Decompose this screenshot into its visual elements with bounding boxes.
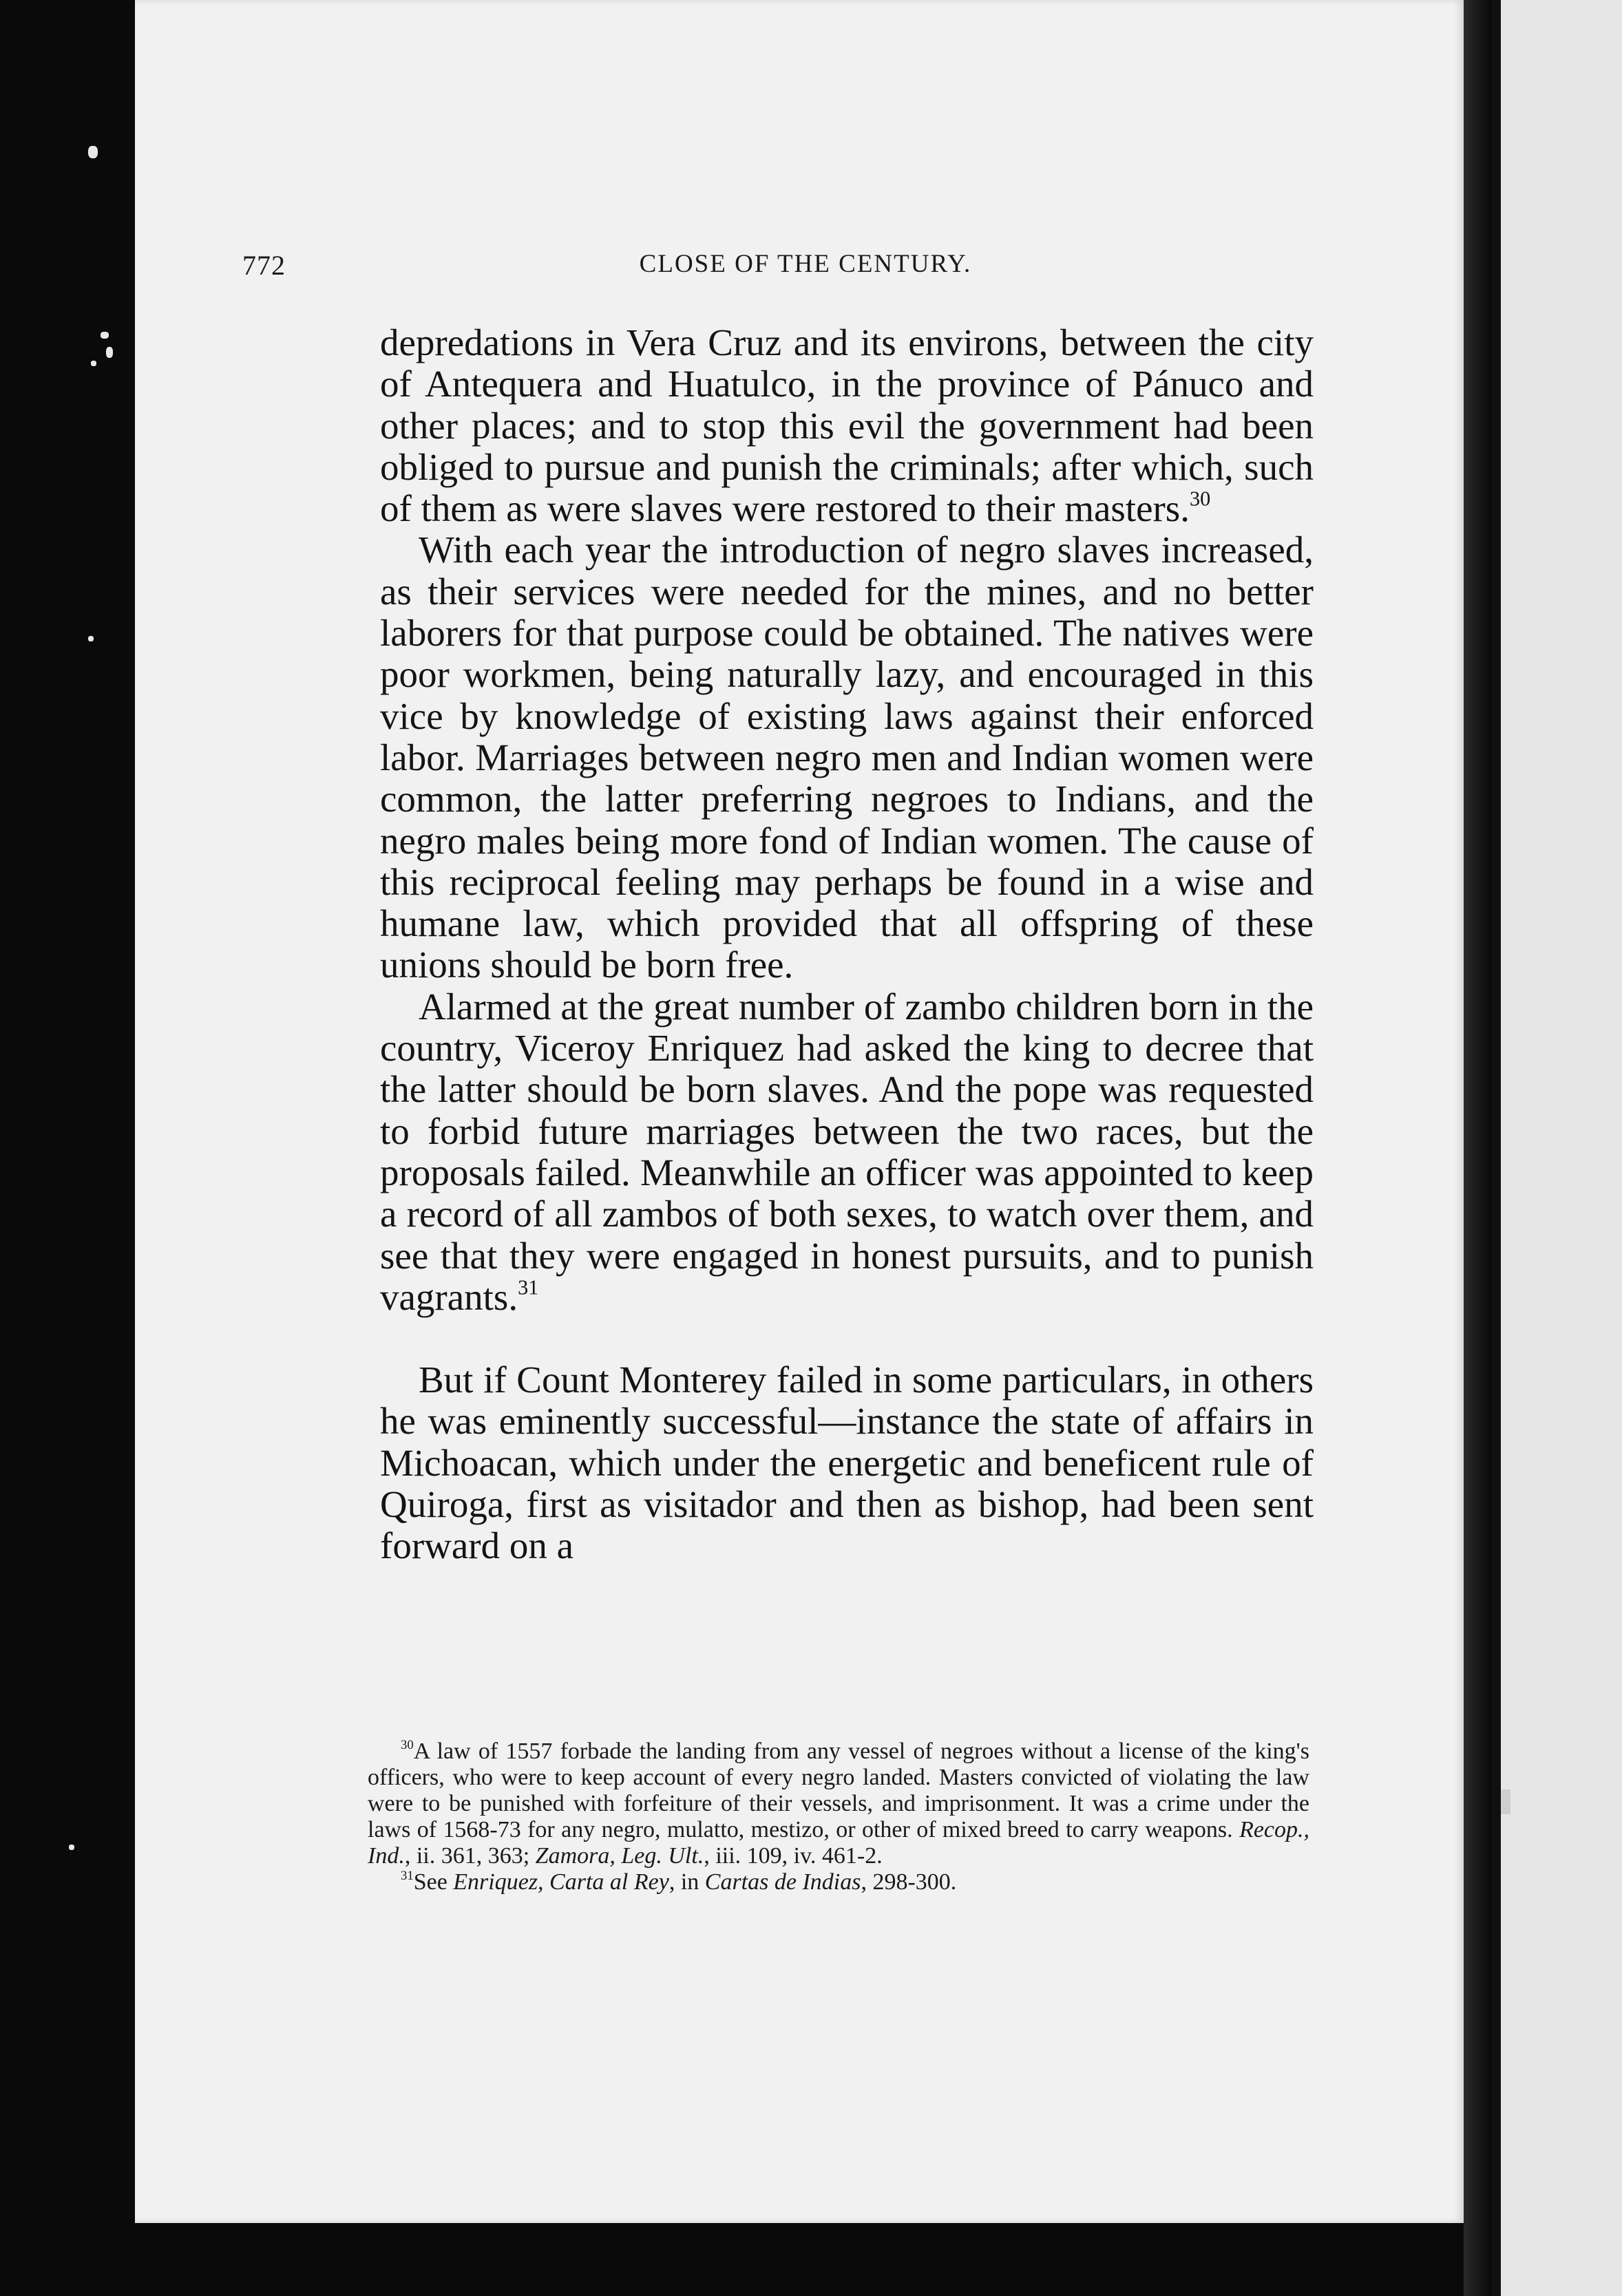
footnote-marker-31: 31 bbox=[401, 1868, 414, 1883]
footnote-31-rest: , 298-300. bbox=[861, 1869, 957, 1895]
footnote-31-lead: See bbox=[413, 1869, 447, 1895]
footnote-30-citation-1-rest: , ii. 361, 363; bbox=[404, 1843, 530, 1869]
scan-speck bbox=[101, 332, 109, 339]
paragraph-1 bbox=[380, 322, 1314, 529]
scan-speck bbox=[88, 636, 94, 641]
footnote-30-citation-2-rest: , iii. 109, iv. 461-2. bbox=[704, 1843, 883, 1869]
paragraph-2-text: With each year the introduction of negro slaves increased, as their services were needed for the mines, and no better laborers for that purpose could be obtained. The natives were poor workmen, being naturally lazy, and encouraged in this vice by knowledge of existing laws against their enforced labor. Marriages between negro men and Indian women were common, the latter preferring negroes to Indians, and the negro males being more fond of Indian women. The cause of this reciprocal feeling may perhaps be found in a wise and humane law, which provided that all offspring of these unions should be born free. bbox=[380, 529, 1314, 986]
body-text bbox=[380, 322, 1314, 1567]
footnotes bbox=[368, 1739, 1309, 1895]
page-number: 772 bbox=[242, 250, 286, 281]
footnote-30-citation-1: Recop., Ind. bbox=[368, 1817, 1310, 1869]
footnote-ref-31: 31 bbox=[518, 1275, 539, 1299]
footnote-31-citation-1: Enriquez, Carta al Rey bbox=[453, 1869, 669, 1895]
footnote-30-citation-2: Zamora, Leg. Ult. bbox=[535, 1843, 704, 1869]
scan-speck bbox=[88, 146, 98, 158]
footnote-31 bbox=[368, 1869, 1309, 1895]
footnote-30 bbox=[368, 1739, 1309, 1869]
scan-speck bbox=[69, 1845, 74, 1850]
scan-speck bbox=[106, 347, 113, 358]
footnote-31-mid: , in bbox=[668, 1869, 699, 1895]
paragraph-1-text: depredations in Vera Cruz and its environs, between the city of Antequera and Huatulco, in the province of Pánuco and other places; and to stop this evil the government had been obliged to pursue and punish the criminals; after which, such of them as were slaves were restored to their masters. bbox=[380, 321, 1314, 530]
paragraph-4 bbox=[380, 1359, 1314, 1566]
footnote-ref-30: 30 bbox=[1189, 487, 1211, 511]
gutter-shadow bbox=[1464, 0, 1491, 2296]
paragraph-4-text: But if Count Monterey failed in some particulars, in others he was eminently successful—instance the state of affairs in Michoacan, which under the energetic and beneficent rule of Quiroga, first as visitador and then as bishop, had been sent forward on a bbox=[380, 1359, 1314, 1567]
paragraph-2 bbox=[380, 529, 1314, 986]
adjacent-page-edge bbox=[1491, 0, 1622, 2296]
paragraph-3-text: Alarmed at the great number of zambo children born in the country, Viceroy Enriquez had asked the king to decree that the latter should be born slaves. And the pope was requested to forbid future marriages between the two races, but the proposals failed. Meanwhile an officer was appointed to keep a record of all zambos of both sexes, to watch over them, and see that they were engaged in honest pursuits, and to punish vagrants. bbox=[380, 985, 1314, 1318]
scan-speck bbox=[1501, 1789, 1510, 1814]
page-header bbox=[242, 249, 1320, 290]
scan-border-bottom bbox=[135, 2223, 1464, 2296]
scan-speck bbox=[91, 361, 96, 366]
paragraph-3 bbox=[380, 986, 1314, 1318]
footnote-marker-30: 30 bbox=[401, 1737, 414, 1752]
footnote-30-text: A law of 1557 forbade the landing from any vessel of negroes without a license of the king's officers, who were to keep account of every negro landed. Masters convicted of violating the law were to be punished with forfeiture of their vessels, and imprisonment. It was a crime under the laws of 1568-73 for any negro, mulatto, mestizo, or other of mixed breed to carry weapons. bbox=[368, 1739, 1309, 1842]
scan-border-left bbox=[0, 0, 135, 2296]
running-head: CLOSE OF THE CENTURY. bbox=[639, 250, 972, 278]
footnote-31-citation-2: Cartas de Indias bbox=[704, 1869, 861, 1895]
